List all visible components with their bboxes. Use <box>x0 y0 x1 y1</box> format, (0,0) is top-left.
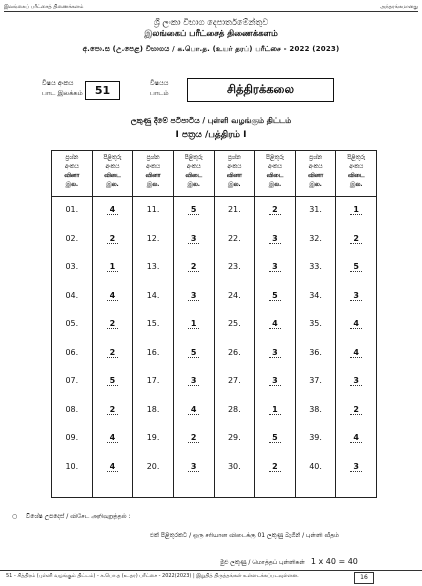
answer-value: 5 <box>188 205 200 215</box>
paper-title: I පත්‍රය /பத்திரம் I <box>175 130 247 140</box>
answer-cell <box>93 348 133 377</box>
question-number-column <box>133 197 174 498</box>
answer-cell <box>174 319 214 348</box>
answer-column <box>173 197 214 498</box>
answer-cell <box>336 348 376 377</box>
answer-cell <box>255 291 295 320</box>
answer-cell <box>255 376 295 405</box>
question-number: 26. <box>227 347 241 357</box>
answer-cell <box>255 319 295 348</box>
question-number: 20. <box>146 461 160 471</box>
answer-value: 4 <box>107 291 119 301</box>
subject-code-box: 51 <box>85 81 120 100</box>
answer-column <box>92 197 133 498</box>
answer-number-header: පිළිතුරු අංකය விடை இல. <box>92 151 133 197</box>
answer-value: 4 <box>269 319 281 329</box>
answer-cell <box>255 234 295 263</box>
marks-per-answer: එක් පිළිතුරකට / ஒரு சரியான விடைக்கு 01 ලකුණු බැගින් / புள்ளி வீதம் <box>150 532 339 539</box>
question-number: 27. <box>227 376 241 385</box>
answer-cell <box>336 376 376 405</box>
question-number: 21. <box>227 205 241 214</box>
question-number: 34. <box>309 290 322 300</box>
answer-value: 5 <box>269 433 281 443</box>
question-number: 05. <box>65 319 79 328</box>
answer-cell <box>255 405 295 434</box>
table-header-row <box>52 151 377 197</box>
question-number-header: ප්‍රශ්න අංකය வினா இல. <box>295 151 336 197</box>
answer-cell <box>174 433 214 462</box>
question-number-header: ප්‍රශ්න අංකය வினா இல. <box>52 151 93 197</box>
question-number-header: ප්‍රශ්න අංකය வினா இல. <box>214 151 255 197</box>
question-number: 40. <box>309 461 322 471</box>
answer-value: 2 <box>350 405 362 415</box>
question-number: 07. <box>65 376 79 385</box>
question-number: 13. <box>146 262 160 271</box>
answer-value: 3 <box>269 376 281 386</box>
question-number: 30. <box>227 461 241 471</box>
answer-cell <box>174 405 214 434</box>
answer-cell <box>174 262 214 291</box>
answer-cell <box>336 234 376 263</box>
answer-cell <box>174 348 214 377</box>
question-number: 02. <box>65 233 79 243</box>
question-number: 11. <box>146 205 160 214</box>
answer-value: 4 <box>350 319 362 329</box>
answer-value: 3 <box>350 376 362 386</box>
answer-value: 4 <box>188 405 200 415</box>
answer-cell <box>255 462 295 491</box>
subject-code-label: විෂය අංකය பாட இலக்கம் <box>42 79 83 97</box>
answer-value: 2 <box>269 205 281 215</box>
answer-cell <box>174 462 214 491</box>
question-number: 10. <box>65 461 79 471</box>
answer-value: 4 <box>107 433 119 443</box>
question-number-column <box>52 197 93 498</box>
question-number: 19. <box>146 433 160 442</box>
answer-cell <box>336 291 376 320</box>
answer-cell <box>336 319 376 348</box>
answer-value: 2 <box>107 405 119 415</box>
answer-value: 1 <box>107 262 119 272</box>
answer-cell <box>93 462 133 491</box>
answer-value: 4 <box>350 348 362 358</box>
question-number: 38. <box>309 404 322 414</box>
footer-text: 51 - சித்திரம் (புள்ளி வழங்கும் திட்டம்) - க.பொ.த (உ.தர) பரீட்சை - 2022(2023) | இறுதித் திருத்தங்கள் உள்ளடக்கப்படவுள்ளன. <box>6 573 299 579</box>
answer-cell <box>93 433 133 462</box>
answer-number-header: පිළිතුරු අංකය விடை இல. <box>336 151 377 197</box>
total-marks: මුළු ලකුණු / மொத்தப் புள்ளிகள் 1 x 40 = 40 <box>220 557 358 566</box>
answer-value: 1 <box>269 405 281 415</box>
dept-name-tamil: இலங்கைப் பரீட்சைத் திணைக்களம் <box>144 28 278 38</box>
answer-column <box>336 197 377 498</box>
exam-title: අ.පො.ස (උ.පෙළ) විභාගය / க.பொ.த. (உயர் தரப்) பரீட்சை - 2022 (2023) <box>82 45 340 53</box>
answer-cell <box>93 291 133 320</box>
answer-cell <box>174 234 214 263</box>
answer-value: 5 <box>269 291 281 301</box>
question-number: 09. <box>65 433 79 442</box>
answer-cell <box>93 319 133 348</box>
answer-value: 2 <box>107 348 119 358</box>
answer-number-header: පිළිතුරු අංකය விடை இல. <box>173 151 214 197</box>
answer-cell <box>336 433 376 462</box>
answer-cell <box>93 234 133 263</box>
subject-name-label: විෂයය பாடம் <box>150 79 169 97</box>
answer-value: 4 <box>107 462 119 472</box>
answer-value: 3 <box>269 234 281 244</box>
top-right-text: அந்தரங்கமானது <box>379 4 418 10</box>
answer-cell <box>255 348 295 377</box>
answer-cell <box>255 433 295 462</box>
question-number: 29. <box>227 433 241 442</box>
table-body-row <box>52 197 377 498</box>
question-number: 01. <box>65 205 79 214</box>
question-number: 37. <box>309 376 322 385</box>
answer-value: 2 <box>350 234 362 244</box>
answer-value: 1 <box>350 205 362 215</box>
answer-value: 3 <box>350 462 362 472</box>
answer-value: 3 <box>188 462 200 472</box>
answer-cell <box>174 291 214 320</box>
question-number: 24. <box>227 290 241 300</box>
answer-column <box>255 197 296 498</box>
answer-number-header: පිළිතුරු අංකය விடை இல. <box>255 151 296 197</box>
question-number: 28. <box>227 404 241 414</box>
top-left-text: இலங்கைப் பரீட்சைத் திணைக்களம் <box>4 4 84 10</box>
bullet-icon: ○ <box>12 513 18 520</box>
question-number: 18. <box>146 404 160 414</box>
marking-scheme-title: ලකුණු දීමේ පටිපාටිය / புள்ளி வழங்கும் திட்டம் <box>130 116 292 125</box>
question-number: 06. <box>65 347 79 357</box>
question-number: 08. <box>65 404 79 414</box>
answer-value: 1 <box>188 319 200 329</box>
question-number: 39. <box>309 433 322 442</box>
answer-value: 4 <box>107 205 119 215</box>
question-number: 03. <box>65 262 79 271</box>
answer-value: 5 <box>350 262 362 272</box>
answer-cell <box>174 205 214 234</box>
answer-cell <box>93 405 133 434</box>
question-number: 23. <box>227 262 241 271</box>
question-number-column <box>295 197 336 498</box>
subject-name-box: சித்திரக்கலை <box>187 78 334 102</box>
answer-value: 3 <box>269 262 281 272</box>
answer-value: 3 <box>269 348 281 358</box>
answer-cell <box>336 205 376 234</box>
dept-name-sinhala: ශ්‍රී ලංකා විභාග දෙපාර්තමේන්තුව <box>153 17 269 27</box>
page-number: 16 <box>354 572 374 584</box>
question-number: 12. <box>146 233 160 243</box>
answer-cell <box>255 205 295 234</box>
question-number: 16. <box>146 347 160 357</box>
answer-value: 3 <box>188 376 200 386</box>
answer-table <box>51 150 377 498</box>
question-number: 17. <box>146 376 160 385</box>
question-number: 33. <box>309 262 322 271</box>
answer-value: 2 <box>188 433 200 443</box>
answer-value: 3 <box>350 291 362 301</box>
question-number: 36. <box>309 347 322 357</box>
question-number: 22. <box>227 233 241 243</box>
question-number: 35. <box>309 319 322 328</box>
question-number: 25. <box>227 319 241 328</box>
top-divider <box>4 11 418 12</box>
question-number-column <box>214 197 255 498</box>
answer-cell <box>336 462 376 491</box>
answer-value: 2 <box>269 462 281 472</box>
answer-cell <box>93 205 133 234</box>
answer-value: 4 <box>350 433 362 443</box>
question-number: 15. <box>146 319 160 328</box>
answer-value: 5 <box>188 348 200 358</box>
special-instructions: ○ විශේෂ උපදෙස් / விசேட அறிவுறுத்தல் : <box>12 513 131 520</box>
answer-value: 2 <box>107 319 119 329</box>
answer-value: 5 <box>107 376 119 386</box>
question-number-header: ප්‍රශ්න අංකය வினா இல. <box>133 151 174 197</box>
question-number: 31. <box>309 205 322 214</box>
footer-divider <box>0 570 422 571</box>
answer-cell <box>93 262 133 291</box>
answer-cell <box>174 376 214 405</box>
answer-cell <box>336 405 376 434</box>
question-number: 32. <box>309 233 322 243</box>
answer-cell <box>336 262 376 291</box>
answer-value: 3 <box>188 291 200 301</box>
answer-cell <box>255 262 295 291</box>
answer-value: 2 <box>188 262 200 272</box>
question-number: 14. <box>146 290 160 300</box>
answer-value: 2 <box>107 234 119 244</box>
answer-value: 3 <box>188 234 200 244</box>
question-number: 04. <box>65 290 79 300</box>
answer-cell <box>93 376 133 405</box>
